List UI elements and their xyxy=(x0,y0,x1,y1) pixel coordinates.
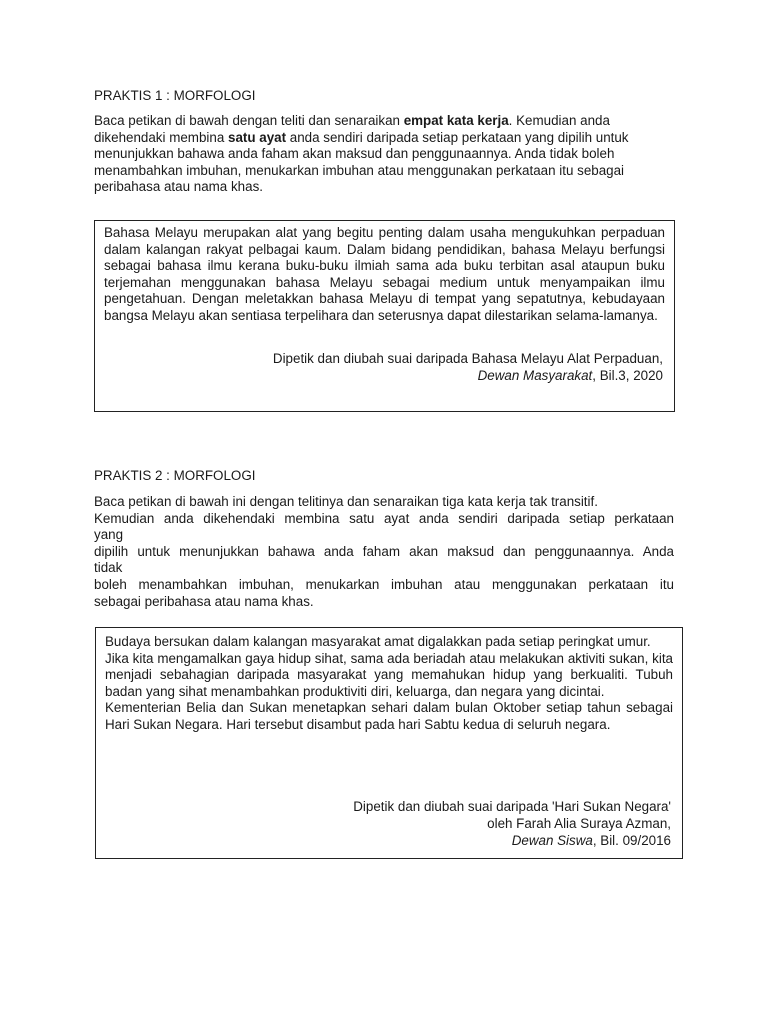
praktis-1-source-line2 xyxy=(102,368,663,385)
instruction-bold: empat kata kerja xyxy=(403,113,509,128)
praktis-2-heading: PRAKTIS 2 : MORFOLOGI xyxy=(94,468,256,483)
praktis-2-instruction xyxy=(94,494,674,610)
instruction-text: Baca petikan di bawah dengan teliti dan senaraikan xyxy=(94,113,404,128)
instruction-bold: satu ayat xyxy=(228,129,287,145)
passage-paragraph: Kementerian Belia dan Sukan menetapkan sehari dalam bulan Oktober setiap tahun sebagai Hari Sukan Negara. Hari tersebut disambut pada hari Sabtu kedua di seluruh negara. xyxy=(105,700,673,732)
instruction-line: tidak xyxy=(94,560,123,576)
instruction-text: anda sendiri daripada setiap perkataan yang dipilih untuk menunjukkan bahawa anda faham akan maksud dan penggunaannya. Anda tidak boleh menambahkan imbuhan, menukarkan imbuhan atau menggunakan perkataan itu sebagai peribahasa atau nama khas. xyxy=(94,129,629,195)
praktis-1-source-line1: Dipetik dan diubah suai daripada Bahasa Melayu Alat Perpaduan, xyxy=(272,351,663,366)
passage-paragraph: Jika kita mengamalkan gaya hidup sihat, sama ada beriadah atau melakukan aktiviti sukan, kita menjadi sebahagian daripada masyarakat yang memahukan hidup yang berkualiti. Tubuh badan yang sihat menambahkan produktiviti diri, keluarga, dan negara yang dicintai. xyxy=(105,650,673,699)
praktis-1-passage-box xyxy=(94,220,675,412)
praktis-2-passage-box xyxy=(95,627,683,859)
praktis-1-heading: PRAKTIS 1 : MORFOLOGI xyxy=(94,88,256,103)
instruction-line: Baca petikan di bawah ini dengan telitinya dan senaraikan tiga kata kerja tak transitif. xyxy=(94,494,598,509)
praktis-1-passage: Bahasa Melayu merupakan alat yang begitu penting dalam usaha mengukuhkan perpaduan dalam kalangan rakyat pelbagai kaum. Dalam bidang pendidikan, bahasa Melayu berfungsi sebagai bahasa ilmu kerana buku-buku ilmiah sama ada buku terbitan asal ataupun buku terjemahan menggunakan bahasa Melayu sebagai medium untuk menyampaikan ilmu pengetahuan. Dengan meletakkan bahasa Melayu di tempat yang sepatutnya, kebudayaan bangsa Melayu akan sentiasa terpelihara dan seterusnya dapat dilestarikan selama-lamanya. xyxy=(104,225,665,323)
praktis-1-instruction xyxy=(94,113,662,196)
instruction-line: yang xyxy=(94,527,124,543)
praktis-2-source-line1: Dipetik dan diubah suai daripada 'Hari Sukan Negara' xyxy=(353,799,671,814)
source-publication: Dewan Siswa xyxy=(511,833,593,848)
passage-paragraph: Budaya bersukan dalam kalangan masyarakat amat digalakkan pada setiap peringkat umur. xyxy=(105,634,651,649)
instruction-text: . Kemudian anda dikehendaki membina xyxy=(94,113,610,145)
instruction-line: boleh menambahkan imbuhan, menukarkan imbuhan atau menggunakan perkataan itu xyxy=(94,576,674,592)
instruction-line: sebagai peribahasa atau nama khas. xyxy=(94,593,314,609)
praktis-2-source-line2: oleh Farah Alia Suraya Azman, xyxy=(487,816,671,831)
source-issue: , Bil.3, 2020 xyxy=(592,368,663,383)
source-publication: Dewan Masyarakat xyxy=(477,368,593,383)
instruction-line: dipilih untuk menunjukkan bahawa anda faham akan maksud dan penggunaannya. Anda xyxy=(94,543,674,559)
instruction-line: Kemudian anda dikehendaki membina satu ayat anda sendiri daripada setiap perkataan xyxy=(94,510,674,526)
praktis-2-source-line3 xyxy=(103,833,671,850)
source-issue: , Bil. 09/2016 xyxy=(592,833,671,848)
praktis-2-passage xyxy=(105,634,673,734)
